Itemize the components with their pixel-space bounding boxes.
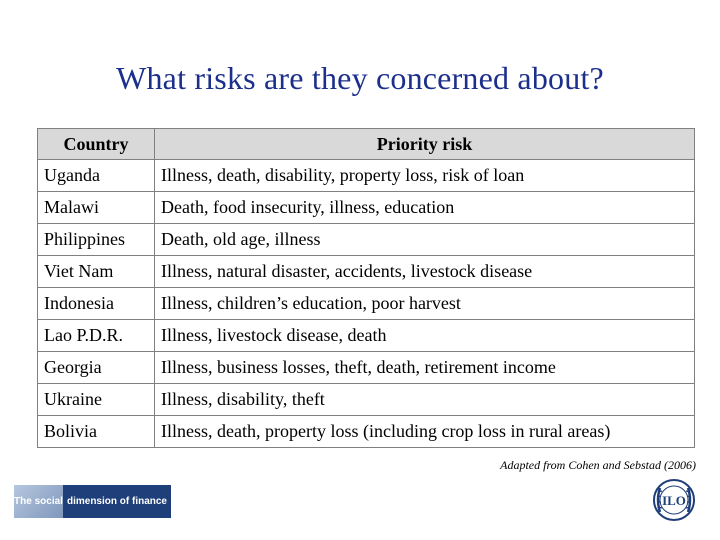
table-header-row [38,129,695,160]
table-row [38,352,695,384]
risk-cell: Illness, death, disability, property loss, risk of loan [155,160,695,192]
brand-banner [14,485,171,518]
risk-cell: Illness, livestock disease, death [155,320,695,352]
country-cell: Viet Nam [38,256,155,288]
table-row [38,320,695,352]
ilo-logo-icon [652,478,696,522]
table-row [38,160,695,192]
table-row [38,416,695,448]
country-cell: Philippines [38,224,155,256]
risk-cell: Illness, children’s education, poor harvest [155,288,695,320]
country-cell: Ukraine [38,384,155,416]
risk-cell: Illness, death, property loss (including crop loss in rural areas) [155,416,695,448]
country-cell: Indonesia [38,288,155,320]
table-row [38,256,695,288]
risk-cell: Illness, business losses, theft, death, retirement income [155,352,695,384]
brand-left: The social [14,485,63,518]
source-citation: Adapted from Cohen and Sebstad (2006) [500,458,696,472]
risk-cell: Death, old age, illness [155,224,695,256]
table-row [38,288,695,320]
table-row [38,224,695,256]
header-priority-risk: Priority risk [155,129,695,160]
slide-title: What risks are they concerned about? [116,60,604,96]
country-cell: Georgia [38,352,155,384]
table-row [38,384,695,416]
country-cell: Uganda [38,160,155,192]
risk-cell: Illness, disability, theft [155,384,695,416]
header-country: Country [38,129,155,160]
svg-text:ILO: ILO [662,493,686,508]
country-cell: Malawi [38,192,155,224]
risk-cell: Illness, natural disaster, accidents, livestock disease [155,256,695,288]
brand-right: dimension of finance [63,485,171,518]
country-cell: Lao P.D.R. [38,320,155,352]
table-row [38,192,695,224]
risk-table [37,128,695,448]
risk-cell: Death, food insecurity, illness, education [155,192,695,224]
country-cell: Bolivia [38,416,155,448]
